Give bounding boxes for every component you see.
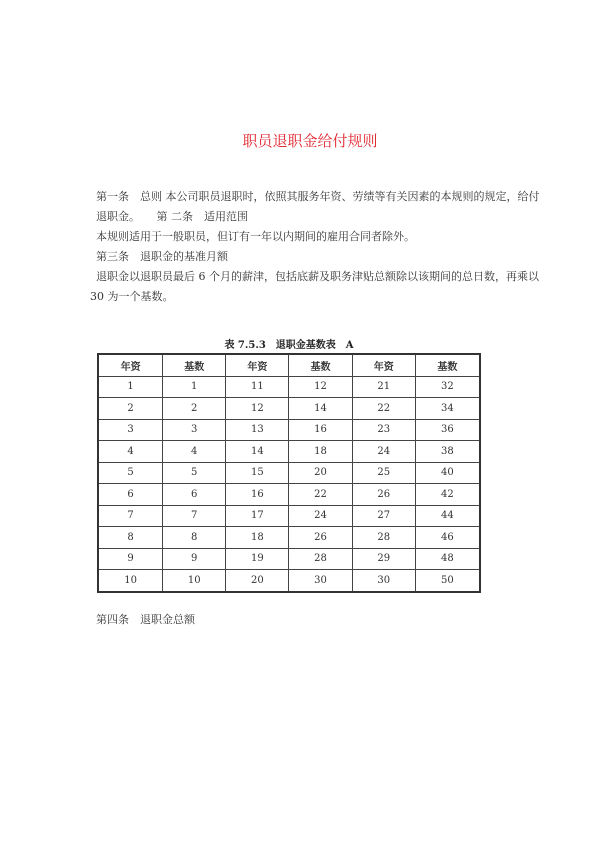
table-cell: 14 <box>289 398 352 420</box>
paragraph-line: 30 为一个基数。 <box>90 290 174 303</box>
paragraph-line: 本规则适用于一般职员，但订有一年以内期间的雇用合同者除外。 <box>96 230 415 243</box>
column-header: 基数 <box>289 354 352 376</box>
table-cell: 36 <box>415 419 480 441</box>
table-cell: 26 <box>352 484 415 506</box>
table-cell: 19 <box>226 548 289 570</box>
table-row <box>98 462 480 484</box>
table-cell: 16 <box>226 484 289 506</box>
table-row <box>98 398 480 420</box>
column-header: 年资 <box>98 354 163 376</box>
table-cell: 2 <box>98 398 163 420</box>
table-cell: 22 <box>289 484 352 506</box>
table-cell: 12 <box>226 398 289 420</box>
column-header: 年资 <box>226 354 289 376</box>
table-row <box>98 441 480 463</box>
table-cell: 5 <box>98 462 163 484</box>
table-cell: 8 <box>163 527 226 549</box>
table-cell: 29 <box>352 548 415 570</box>
table-cell: 24 <box>352 441 415 463</box>
table-row <box>98 419 480 441</box>
table-cell: 7 <box>98 505 163 527</box>
table-cell: 30 <box>289 570 352 592</box>
table-cell: 10 <box>98 570 163 592</box>
table-cell: 12 <box>289 376 352 398</box>
paragraph-line: 第一条 总则 本公司职员退职时，依照其服务年资、劳绩等有关因素的本规则的规定，给付 <box>96 190 540 203</box>
table-cell: 23 <box>352 419 415 441</box>
table-cell: 44 <box>415 505 480 527</box>
table-cell: 40 <box>415 462 480 484</box>
table-cell: 6 <box>98 484 163 506</box>
column-header: 基数 <box>163 354 226 376</box>
table-caption: 表 7.5.3 退职金基数表 A <box>224 340 354 351</box>
table-cell: 8 <box>98 527 163 549</box>
table-cell: 20 <box>289 462 352 484</box>
paragraph-line: 第三条 退职金的基准月额 <box>96 250 228 263</box>
table-cell: 28 <box>352 527 415 549</box>
table-cell: 22 <box>352 398 415 420</box>
table-row <box>98 376 480 398</box>
table-cell: 1 <box>163 376 226 398</box>
table-cell: 9 <box>163 548 226 570</box>
table-cell: 10 <box>163 570 226 592</box>
table-cell: 7 <box>163 505 226 527</box>
table-cell: 27 <box>352 505 415 527</box>
table-cell: 1 <box>98 376 163 398</box>
table-cell: 18 <box>289 441 352 463</box>
table-cell: 21 <box>352 376 415 398</box>
table-cell: 6 <box>163 484 226 506</box>
table-cell: 4 <box>163 441 226 463</box>
section-heading: 第四条 退职金总额 <box>96 613 195 626</box>
table-cell: 20 <box>226 570 289 592</box>
column-header: 基数 <box>415 354 480 376</box>
table-row <box>98 527 480 549</box>
table-cell: 3 <box>98 419 163 441</box>
table-cell: 24 <box>289 505 352 527</box>
table-cell: 3 <box>163 419 226 441</box>
table-cell: 15 <box>226 462 289 484</box>
table-cell: 14 <box>226 441 289 463</box>
table-cell: 13 <box>226 419 289 441</box>
table-cell: 32 <box>415 376 480 398</box>
table-cell: 11 <box>226 376 289 398</box>
table-cell: 48 <box>415 548 480 570</box>
table-cell: 17 <box>226 505 289 527</box>
table-cell: 26 <box>289 527 352 549</box>
table-row <box>98 548 480 570</box>
table-cell: 46 <box>415 527 480 549</box>
table-row <box>98 505 480 527</box>
table-row <box>98 484 480 506</box>
table-cell: 18 <box>226 527 289 549</box>
table-row <box>98 570 480 592</box>
table-cell: 25 <box>352 462 415 484</box>
table-cell: 30 <box>352 570 415 592</box>
table-cell: 9 <box>98 548 163 570</box>
retirement-base-table <box>97 353 481 593</box>
table-cell: 4 <box>98 441 163 463</box>
document-title: 职员退职金给付规则 <box>242 132 378 150</box>
table-cell: 16 <box>289 419 352 441</box>
table-cell: 2 <box>163 398 226 420</box>
table-cell: 5 <box>163 462 226 484</box>
paragraph-line: 退职金以退职员最后 6 个月的薪津，包括底薪及职务津贴总额除以该期间的总日数，再乘以 <box>96 270 539 283</box>
table-cell: 42 <box>415 484 480 506</box>
table-cell: 50 <box>415 570 480 592</box>
table-header-row <box>98 354 480 376</box>
paragraph-line: 退职金。 第 二条 适用范围 <box>96 210 248 223</box>
column-header: 年资 <box>352 354 415 376</box>
table-cell: 38 <box>415 441 480 463</box>
table-cell: 34 <box>415 398 480 420</box>
table-cell: 28 <box>289 548 352 570</box>
